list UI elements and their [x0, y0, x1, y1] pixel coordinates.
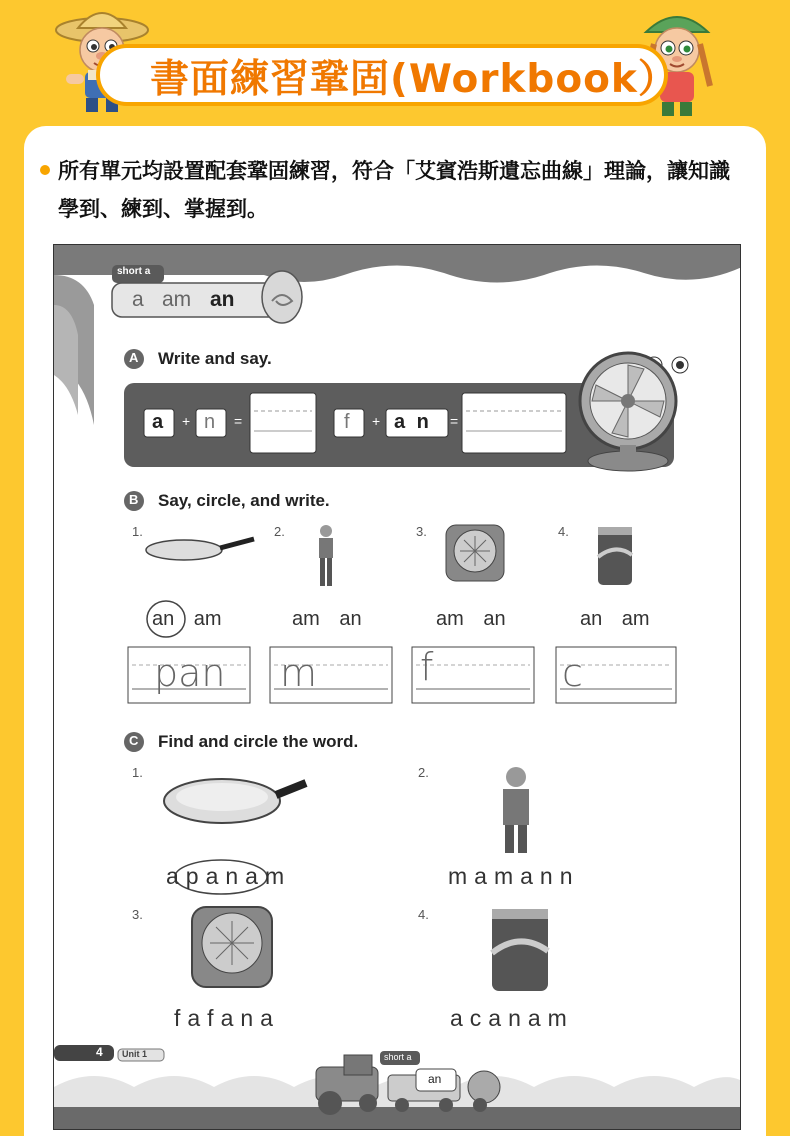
letter-string[interactable]: mamann: [448, 863, 580, 889]
item-number: 3.: [416, 524, 427, 539]
workbook-page: [53, 244, 741, 1130]
written-answer[interactable]: f: [420, 645, 434, 689]
page-number: 4: [96, 1045, 103, 1059]
word-options[interactable]: an am: [580, 608, 650, 630]
man-picture: [319, 525, 333, 586]
answer-box-1[interactable]: [250, 393, 316, 453]
letter-string[interactable]: apanam: [166, 863, 292, 889]
written-answer[interactable]: m: [280, 651, 318, 695]
footer-an-label: an: [428, 1072, 442, 1086]
plus-sign-1: +: [182, 413, 191, 429]
section-b-badge-label: B: [129, 492, 139, 507]
tile-n-text: n: [204, 411, 216, 433]
short-a-label: short a: [117, 266, 151, 277]
section-a-instruction: Write and say.: [158, 349, 272, 368]
tile-an-text: a n: [394, 411, 432, 433]
item-number: 1.: [132, 765, 143, 780]
can-picture: [598, 527, 632, 585]
page-title: 書面練習鞏固(Workbook）: [150, 57, 678, 102]
letter-string[interactable]: fafana: [174, 1005, 280, 1031]
footer-short-a-label: short a: [384, 1052, 412, 1062]
word-family-a: a: [132, 288, 144, 311]
word-options[interactable]: am an: [292, 608, 362, 630]
section-c-instruction: Find and circle the word.: [158, 732, 359, 751]
scroll-curl-icon: [262, 271, 302, 323]
word-options[interactable]: an am: [152, 608, 222, 630]
header: [0, 0, 790, 125]
fan-picture: [446, 525, 504, 581]
bullet-dot-icon: [40, 165, 50, 175]
answer-box-2[interactable]: [462, 393, 566, 453]
can-picture-large: [492, 909, 548, 991]
fan-picture-large: [192, 907, 272, 987]
item-number: 2.: [418, 765, 429, 780]
pan-picture: [146, 539, 254, 560]
equals-sign-2: =: [450, 413, 459, 429]
item-number: 4.: [558, 524, 569, 539]
word-family-am: am: [162, 288, 192, 311]
word-options[interactable]: am an: [436, 608, 506, 630]
written-answer[interactable]: pan: [154, 651, 226, 695]
tile-f-text: f: [344, 411, 350, 433]
plus-sign-2: +: [372, 413, 381, 429]
item-number: 3.: [132, 907, 143, 922]
section-a-badge-label: A: [129, 350, 139, 365]
written-answer[interactable]: c: [562, 651, 583, 695]
page-number-tab: [54, 1045, 114, 1061]
tile-a-text: a: [152, 411, 164, 433]
intro-text: 所有單元均設置配套鞏固練習，符合「艾賓浩斯遺忘曲線」理論，讓知識學到、練到、掌握到。: [58, 159, 730, 221]
section-c-badge-label: C: [129, 733, 139, 748]
pan-picture-large: [164, 779, 306, 823]
letter-string[interactable]: acanam: [450, 1005, 574, 1031]
equals-sign-1: =: [234, 413, 243, 429]
unit-label: Unit 1: [122, 1049, 148, 1059]
item-number: 2.: [274, 524, 285, 539]
man-picture-large: [503, 767, 529, 853]
section-b-instruction: Say, circle, and write.: [158, 491, 330, 510]
word-family-an: an: [210, 288, 235, 311]
item-number: 4.: [418, 907, 429, 922]
item-number: 1.: [132, 524, 143, 539]
